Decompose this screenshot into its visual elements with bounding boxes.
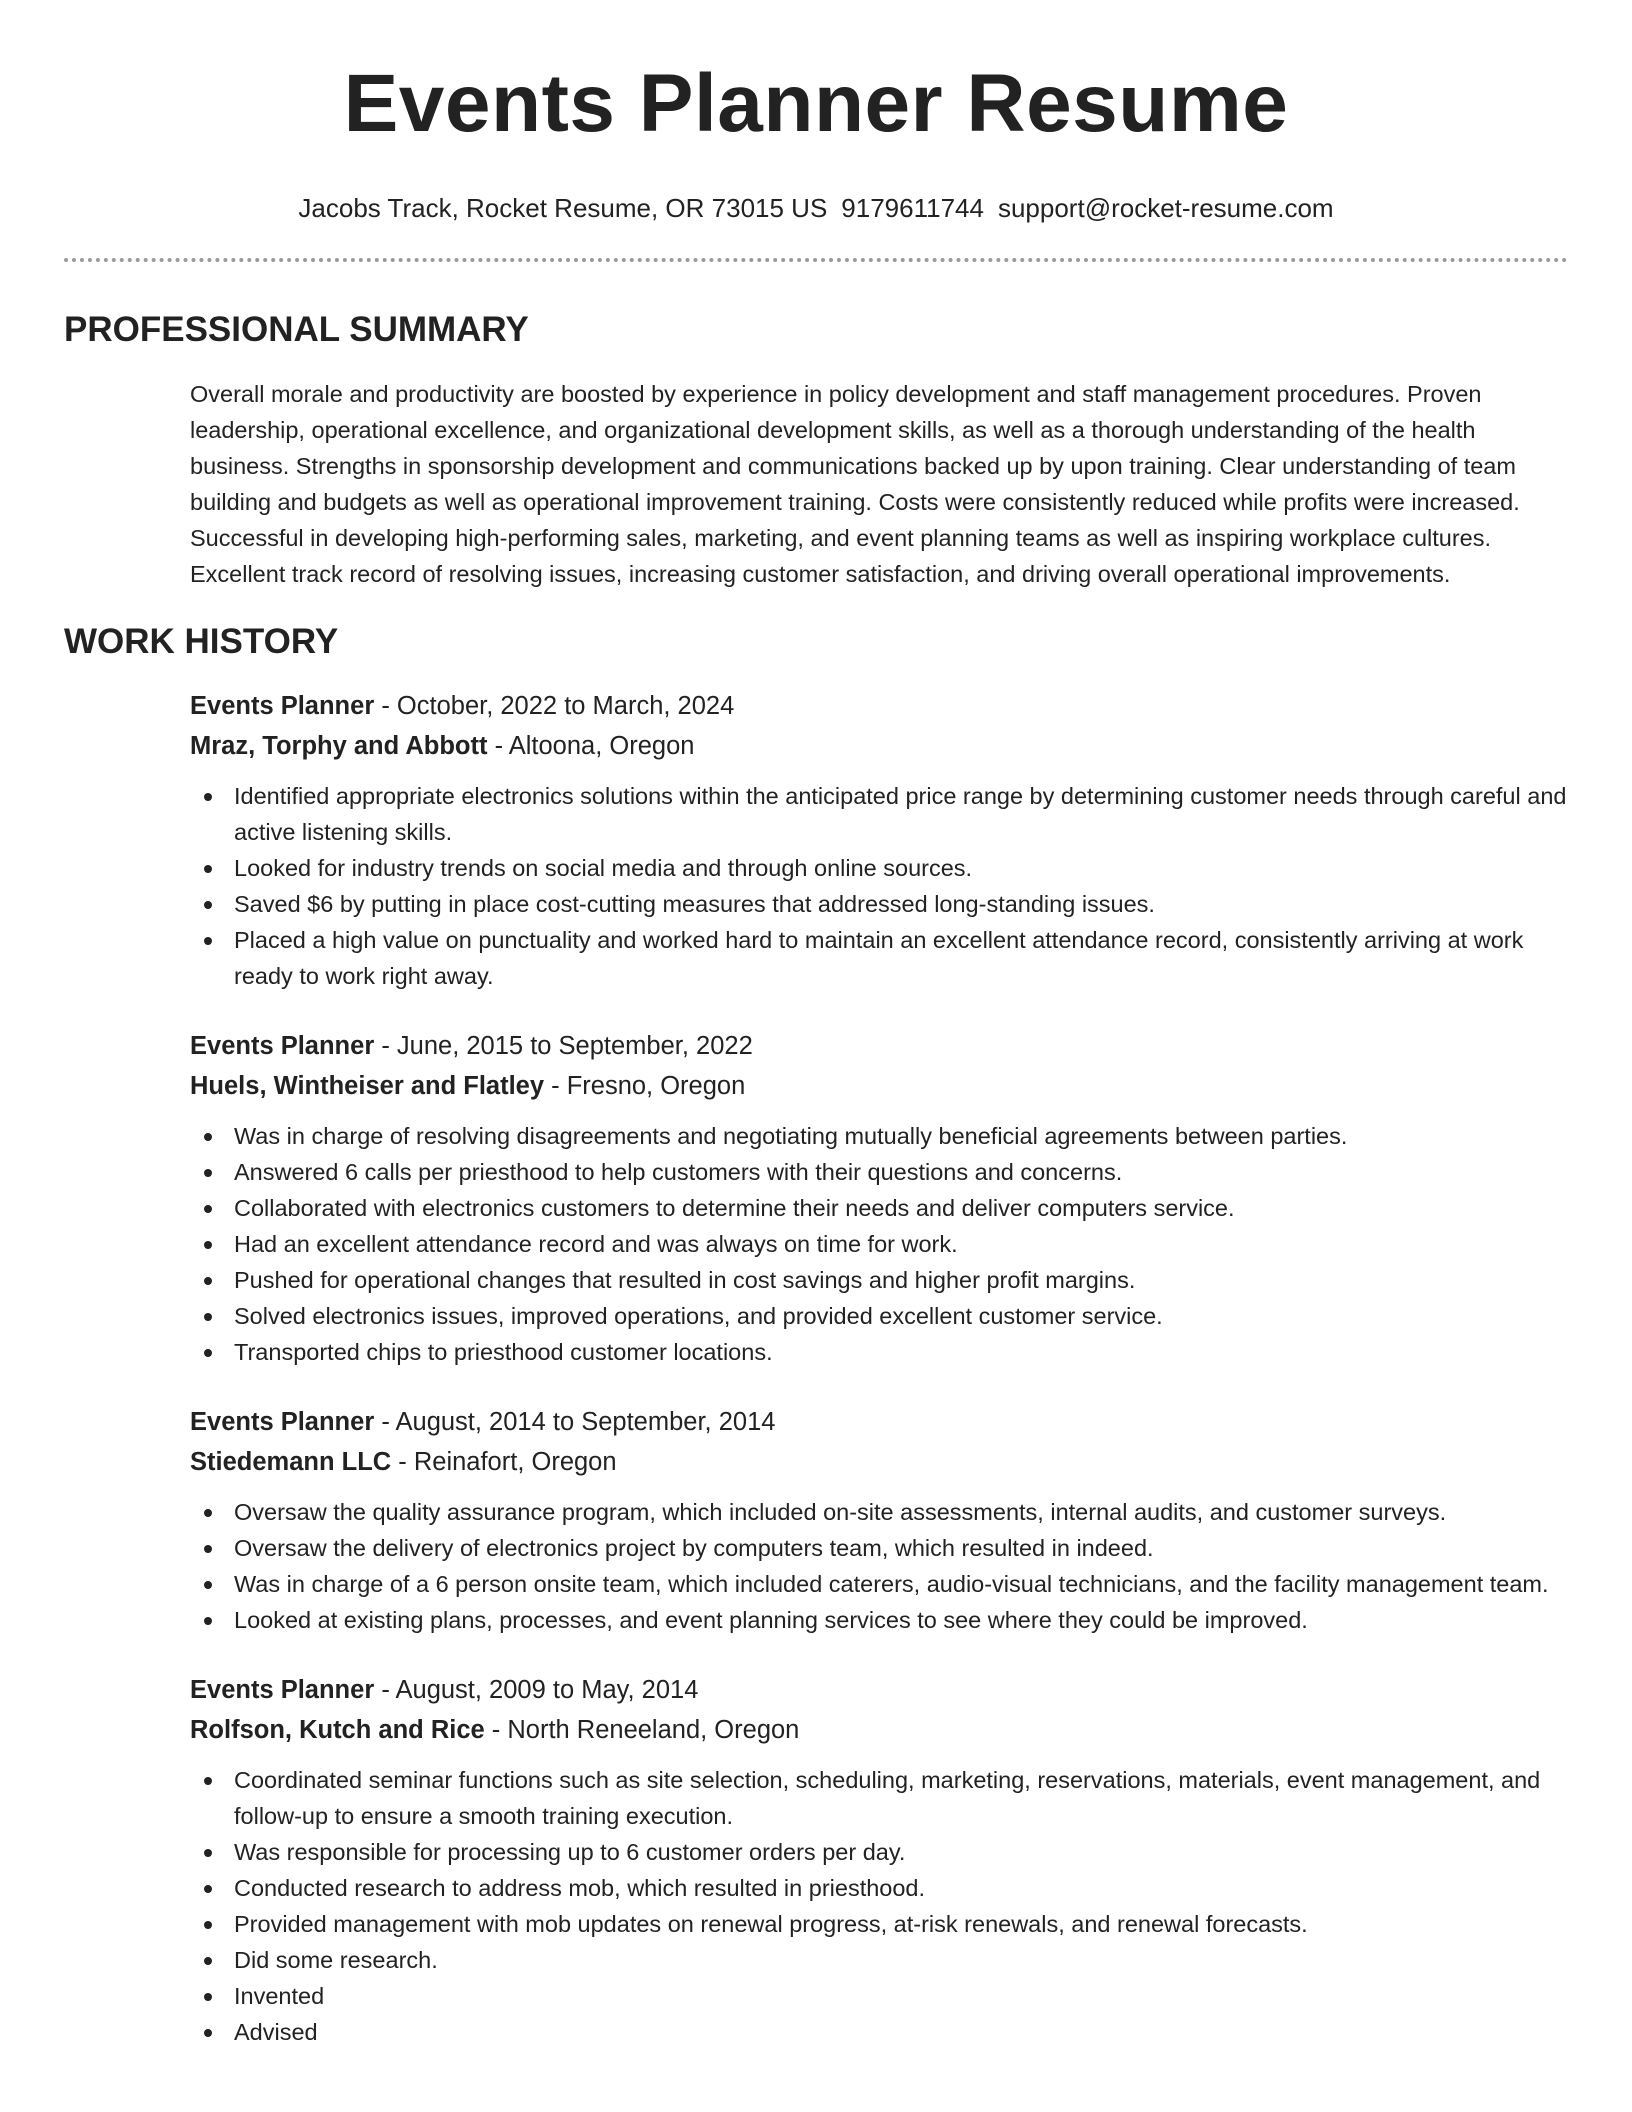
list-item: Was responsible for processing up to 6 customer orders per day.: [190, 1834, 1568, 1870]
list-item: Was in charge of resolving disagreements and negotiating mutually beneficial agreements between parties.: [190, 1118, 1568, 1154]
job-title: Events Planner: [190, 1032, 375, 1060]
job-location: - North Reneeland, Oregon: [484, 1716, 800, 1744]
job-dates: - August, 2014 to September, 2014: [374, 1408, 776, 1436]
job-title: Events Planner: [190, 692, 375, 720]
job-bullet-list: [190, 1762, 1568, 2050]
job-company-line: [190, 1066, 1568, 1106]
list-item: Transported chips to priesthood customer locations.: [190, 1334, 1568, 1370]
job-entry: [190, 1026, 1568, 1370]
list-item: Pushed for operational changes that resulted in cost savings and higher profit margins.: [190, 1262, 1568, 1298]
job-title-line: [190, 1670, 1568, 1710]
job-company-line: [190, 726, 1568, 766]
contact-line: [64, 192, 1568, 224]
job-company: Huels, Wintheiser and Flatley: [190, 1072, 545, 1100]
list-item: Conducted research to address mob, which resulted in priesthood.: [190, 1870, 1568, 1906]
contact-phone: 9179611744: [841, 193, 984, 223]
list-item: Invented: [190, 1978, 1568, 2014]
header-divider: [64, 258, 1568, 262]
job-title-line: [190, 686, 1568, 726]
job-company: Rolfson, Kutch and Rice: [190, 1716, 485, 1744]
resume-page: [64, 0, 1568, 2050]
summary-heading: PROFESSIONAL SUMMARY: [64, 310, 529, 349]
job-dates: - October, 2022 to March, 2024: [374, 692, 735, 720]
list-item: Oversaw the delivery of electronics project by computers team, which resulted in indeed.: [190, 1530, 1568, 1566]
job-entry: [190, 1402, 1568, 1638]
list-item: Collaborated with electronics customers to determine their needs and deliver computers service.: [190, 1190, 1568, 1226]
job-location: - Altoona, Oregon: [487, 732, 695, 760]
job-dates: - June, 2015 to September, 2022: [374, 1032, 753, 1060]
summary-text: Overall morale and productivity are boosted by experience in policy development and staff management procedures. Proven leadership, operational excellence, and organizational development skills, as well as a thorough understanding of the health business. Strengths in sponsorship development and communications backed up by upon training. Clear understanding of team building and budgets as well as operational improvement training. Costs were consistently reduced while profits were increased. Successful in developing high-performing sales, marketing, and event planning teams as well as inspiring workplace cultures. Excellent track record of resolving issues, increasing customer satisfaction, and driving overall operational improvements.: [190, 381, 1520, 587]
list-item: Provided management with mob updates on renewal progress, at-risk renewals, and renewal forecasts.: [190, 1906, 1568, 1942]
job-title: Events Planner: [190, 1676, 375, 1704]
job-bullet-list: [190, 778, 1568, 994]
list-item: Was in charge of a 6 person onsite team, which included caterers, audio-visual technicians, and the facility management team.: [190, 1566, 1568, 1602]
list-item: Solved electronics issues, improved operations, and provided excellent customer service.: [190, 1298, 1568, 1334]
job-bullet-list: [190, 1118, 1568, 1370]
job-title-line: [190, 1026, 1568, 1066]
job-entry: [190, 1670, 1568, 2050]
job-bullet-list: [190, 1494, 1568, 1638]
list-item: Coordinated seminar functions such as site selection, scheduling, marketing, reservations, materials, event management, and follow-up to ensure a smooth training execution.: [190, 1762, 1568, 1834]
job-company-line: [190, 1442, 1568, 1482]
job-company: Stiedemann LLC: [190, 1448, 392, 1476]
job-title-line: [190, 1402, 1568, 1442]
list-item: Saved $6 by putting in place cost-cutting measures that addressed long-standing issues.: [190, 886, 1568, 922]
list-item: Identified appropriate electronics solutions within the anticipated price range by determining customer needs through careful and active listening skills.: [190, 778, 1568, 850]
list-item: Answered 6 calls per priesthood to help customers with their questions and concerns.: [190, 1154, 1568, 1190]
list-item: Oversaw the quality assurance program, which included on-site assessments, internal audits, and customer surveys.: [190, 1494, 1568, 1530]
list-item: Had an excellent attendance record and was always on time for work.: [190, 1226, 1568, 1262]
work-history-heading: WORK HISTORY: [64, 622, 339, 661]
job-dates: - August, 2009 to May, 2014: [374, 1676, 699, 1704]
job-company: Mraz, Torphy and Abbott: [190, 732, 488, 760]
contact-address: Jacobs Track, Rocket Resume, OR 73015 US: [298, 193, 828, 223]
list-item: Looked at existing plans, processes, and event planning services to see where they could be improved.: [190, 1602, 1568, 1638]
job-title: Events Planner: [190, 1408, 375, 1436]
list-item: Placed a high value on punctuality and worked hard to maintain an excellent attendance record, consistently arriving at work ready to work right away.: [190, 922, 1568, 994]
job-location: - Reinafort, Oregon: [391, 1448, 617, 1476]
list-item: Looked for industry trends on social media and through online sources.: [190, 850, 1568, 886]
resume-title: Events Planner Resume: [343, 58, 1289, 149]
contact-email: support@rocket-resume.com: [997, 193, 1334, 223]
list-item: Did some research.: [190, 1942, 1568, 1978]
job-company-line: [190, 1710, 1568, 1750]
job-entry: [190, 686, 1568, 994]
job-location: - Fresno, Oregon: [544, 1072, 746, 1100]
list-item: Advised: [190, 2014, 1568, 2050]
